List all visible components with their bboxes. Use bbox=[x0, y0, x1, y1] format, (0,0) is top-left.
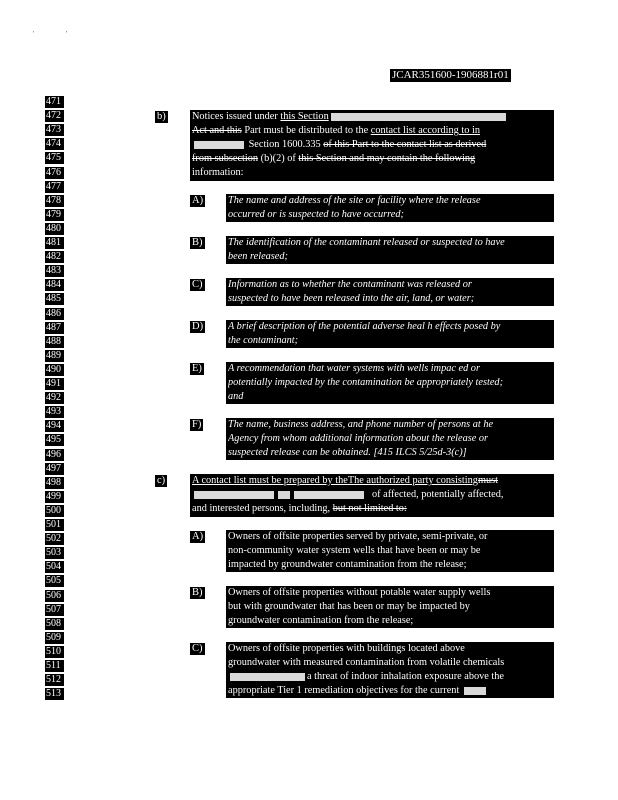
list-item-marker: C) bbox=[192, 279, 203, 290]
line-number: 513 bbox=[45, 688, 64, 700]
line-number: 475 bbox=[45, 152, 64, 164]
list-item-line bbox=[228, 278, 552, 292]
section-b-line: Act and this Part must be distributed to the contact list according to in bbox=[192, 125, 480, 137]
section-c-line: A contact list must be prepared by theThe authorized party consistingmust bbox=[192, 475, 498, 486]
line-number: 482 bbox=[45, 251, 64, 263]
line-number: 490 bbox=[45, 364, 64, 376]
list-item-line-text: appropriate Tier 1 remediation objectives for the current bbox=[228, 685, 462, 697]
list-item-line bbox=[228, 390, 552, 404]
list-item-line bbox=[228, 614, 552, 628]
line-number: 472 bbox=[45, 110, 64, 122]
line-number: 510 bbox=[45, 646, 64, 658]
line-number: 489 bbox=[45, 350, 64, 362]
section-b-line: Section 1600.335 of this Part to the contact list as derived bbox=[192, 138, 552, 152]
list-item-line-text: a threat of indoor inhalation exposure above the bbox=[307, 671, 505, 683]
line-number: 494 bbox=[45, 420, 64, 432]
line-number: 496 bbox=[45, 449, 64, 461]
list-item-line-text: the contaminant; bbox=[228, 335, 299, 347]
list-item-line-text: A brief description of the potential adverse heal h effects posed by bbox=[228, 321, 501, 332]
line-number: 512 bbox=[45, 674, 64, 686]
list-item-line bbox=[228, 600, 552, 614]
line-number: 491 bbox=[45, 378, 64, 390]
line-number: 511 bbox=[45, 660, 64, 672]
list-item-text bbox=[226, 530, 554, 572]
list-item-marker: E) bbox=[192, 363, 202, 374]
line-number: 503 bbox=[45, 547, 64, 559]
list-item-text bbox=[226, 586, 554, 628]
line-number: 504 bbox=[45, 561, 64, 573]
list-item-line bbox=[228, 558, 552, 572]
line-number: 502 bbox=[45, 533, 64, 545]
line-number: 488 bbox=[45, 336, 64, 348]
section-b-line: from subsection (b)(2) of this Section and may contain the following bbox=[192, 153, 476, 165]
line-number: 505 bbox=[45, 575, 64, 587]
list-item-line bbox=[228, 446, 552, 460]
list-item-line-text: and bbox=[228, 391, 244, 403]
line-number: 498 bbox=[45, 477, 64, 489]
line-number: 500 bbox=[45, 505, 64, 517]
list-item-line-text: A recommendation that water systems with wells impac ed or bbox=[228, 363, 480, 374]
list-item-line-text: occurred or is suspected to have occurred; bbox=[228, 209, 404, 221]
list-item-line-text: Information as to whether the contaminant was released or bbox=[228, 279, 472, 290]
list-item-text bbox=[226, 194, 554, 222]
list-item-line-text: non-community water system wells that have been or may be bbox=[228, 545, 481, 557]
line-number: 480 bbox=[45, 223, 64, 235]
list-item-line-text: impacted by groundwater contamination from the release; bbox=[228, 559, 467, 571]
list-item-line bbox=[228, 194, 552, 208]
line-number: 492 bbox=[45, 392, 64, 404]
list-item-line bbox=[228, 362, 552, 376]
line-number: 485 bbox=[45, 293, 64, 305]
list-item-line-text: Owners of offsite properties without potable water supply wells bbox=[228, 587, 491, 598]
list-item-line bbox=[228, 684, 552, 698]
list-item-line bbox=[228, 544, 552, 558]
list-item-line-text: been released; bbox=[228, 251, 288, 263]
list-item-line bbox=[228, 376, 552, 390]
list-item-marker: A) bbox=[192, 531, 204, 542]
list-item-line-text: groundwater with measured contamination from volatile chemicals bbox=[228, 657, 505, 669]
line-number: 487 bbox=[45, 322, 64, 334]
scan-mark: ' bbox=[66, 30, 68, 38]
line-number: 508 bbox=[45, 618, 64, 630]
section-c-line: and interested persons, including, but not limited to: bbox=[192, 503, 407, 515]
line-number: 476 bbox=[45, 167, 64, 179]
list-item-line-text: Owners of offsite properties served by private, semi-private, or bbox=[228, 531, 488, 542]
line-number: 484 bbox=[45, 279, 64, 291]
list-item-line bbox=[228, 586, 552, 600]
list-item-line bbox=[228, 418, 552, 432]
list-item-line bbox=[228, 656, 552, 670]
list-item-text bbox=[226, 418, 554, 460]
scan-mark: ' bbox=[33, 30, 35, 38]
line-number: 495 bbox=[45, 434, 64, 446]
list-item-text bbox=[226, 362, 554, 404]
list-item-marker: B) bbox=[192, 237, 203, 248]
list-item-line bbox=[228, 208, 552, 222]
list-item-text bbox=[226, 320, 554, 348]
list-item-line-text: The name and address of the site or facility where the release bbox=[228, 195, 481, 206]
list-item-marker: D) bbox=[192, 321, 204, 332]
section-c-marker: c) bbox=[157, 475, 166, 486]
line-number: 499 bbox=[45, 491, 64, 503]
line-number: 478 bbox=[45, 195, 64, 207]
list-item-marker: B) bbox=[192, 587, 203, 598]
line-number: 474 bbox=[45, 138, 64, 150]
line-number: 473 bbox=[45, 124, 64, 136]
list-item-line bbox=[228, 320, 552, 334]
list-item-line bbox=[228, 236, 552, 250]
section-b-line: information: bbox=[192, 167, 244, 179]
section-c-line: of affected, potentially affected, bbox=[192, 488, 552, 502]
list-item-line bbox=[228, 670, 552, 684]
list-item-line bbox=[228, 292, 552, 306]
list-item-marker: C) bbox=[192, 643, 203, 654]
list-item-marker: A) bbox=[192, 195, 204, 206]
list-item-line-text: suspected to have been released into the air, land, or water; bbox=[228, 293, 475, 305]
list-item-line-text: Agency from whom additional information about the release or bbox=[228, 433, 489, 445]
line-number: 483 bbox=[45, 265, 64, 277]
list-item-line bbox=[228, 642, 552, 656]
list-item-line-text: Owners of offsite properties with buildings located above bbox=[228, 643, 465, 654]
line-number: 471 bbox=[45, 96, 64, 108]
list-item-line-text: The name, business address, and phone number of persons at he bbox=[228, 419, 494, 430]
list-item-line bbox=[228, 530, 552, 544]
line-number: 486 bbox=[45, 308, 64, 320]
list-item-line-text: The identification of the contaminant released or suspected to have bbox=[228, 237, 505, 248]
list-item-text bbox=[226, 642, 554, 698]
list-item-text bbox=[226, 278, 554, 306]
line-number: 497 bbox=[45, 463, 64, 475]
line-number: 477 bbox=[45, 181, 64, 193]
list-item-line-text: groundwater contamination from the release; bbox=[228, 615, 414, 627]
list-item-text bbox=[226, 236, 554, 264]
line-number: 481 bbox=[45, 237, 64, 249]
list-item-marker: F) bbox=[192, 419, 202, 430]
line-number: 507 bbox=[45, 604, 64, 616]
line-number: 493 bbox=[45, 406, 64, 418]
section-b-line: Notices issued under this Section bbox=[192, 110, 552, 124]
list-item-line-text: potentially impacted by the contamination be appropriately tested; bbox=[228, 377, 503, 389]
line-number: 506 bbox=[45, 590, 64, 602]
list-item-line bbox=[228, 432, 552, 446]
section-c-paragraph bbox=[190, 474, 554, 517]
list-item-line-text: suspected release can be obtained. [415 ILCS 5/25d-3(c)] bbox=[228, 447, 467, 459]
list-item-line-text: but with groundwater that has been or may be impacted by bbox=[228, 601, 470, 613]
document-id: JCAR351600-1906881r01 bbox=[392, 69, 509, 81]
line-number: 509 bbox=[45, 632, 64, 644]
list-item-line bbox=[228, 334, 552, 348]
section-b-paragraph bbox=[190, 110, 554, 181]
line-number: 479 bbox=[45, 209, 64, 221]
list-item-line bbox=[228, 250, 552, 264]
section-b-marker: b) bbox=[157, 111, 166, 122]
line-number: 501 bbox=[45, 519, 64, 531]
